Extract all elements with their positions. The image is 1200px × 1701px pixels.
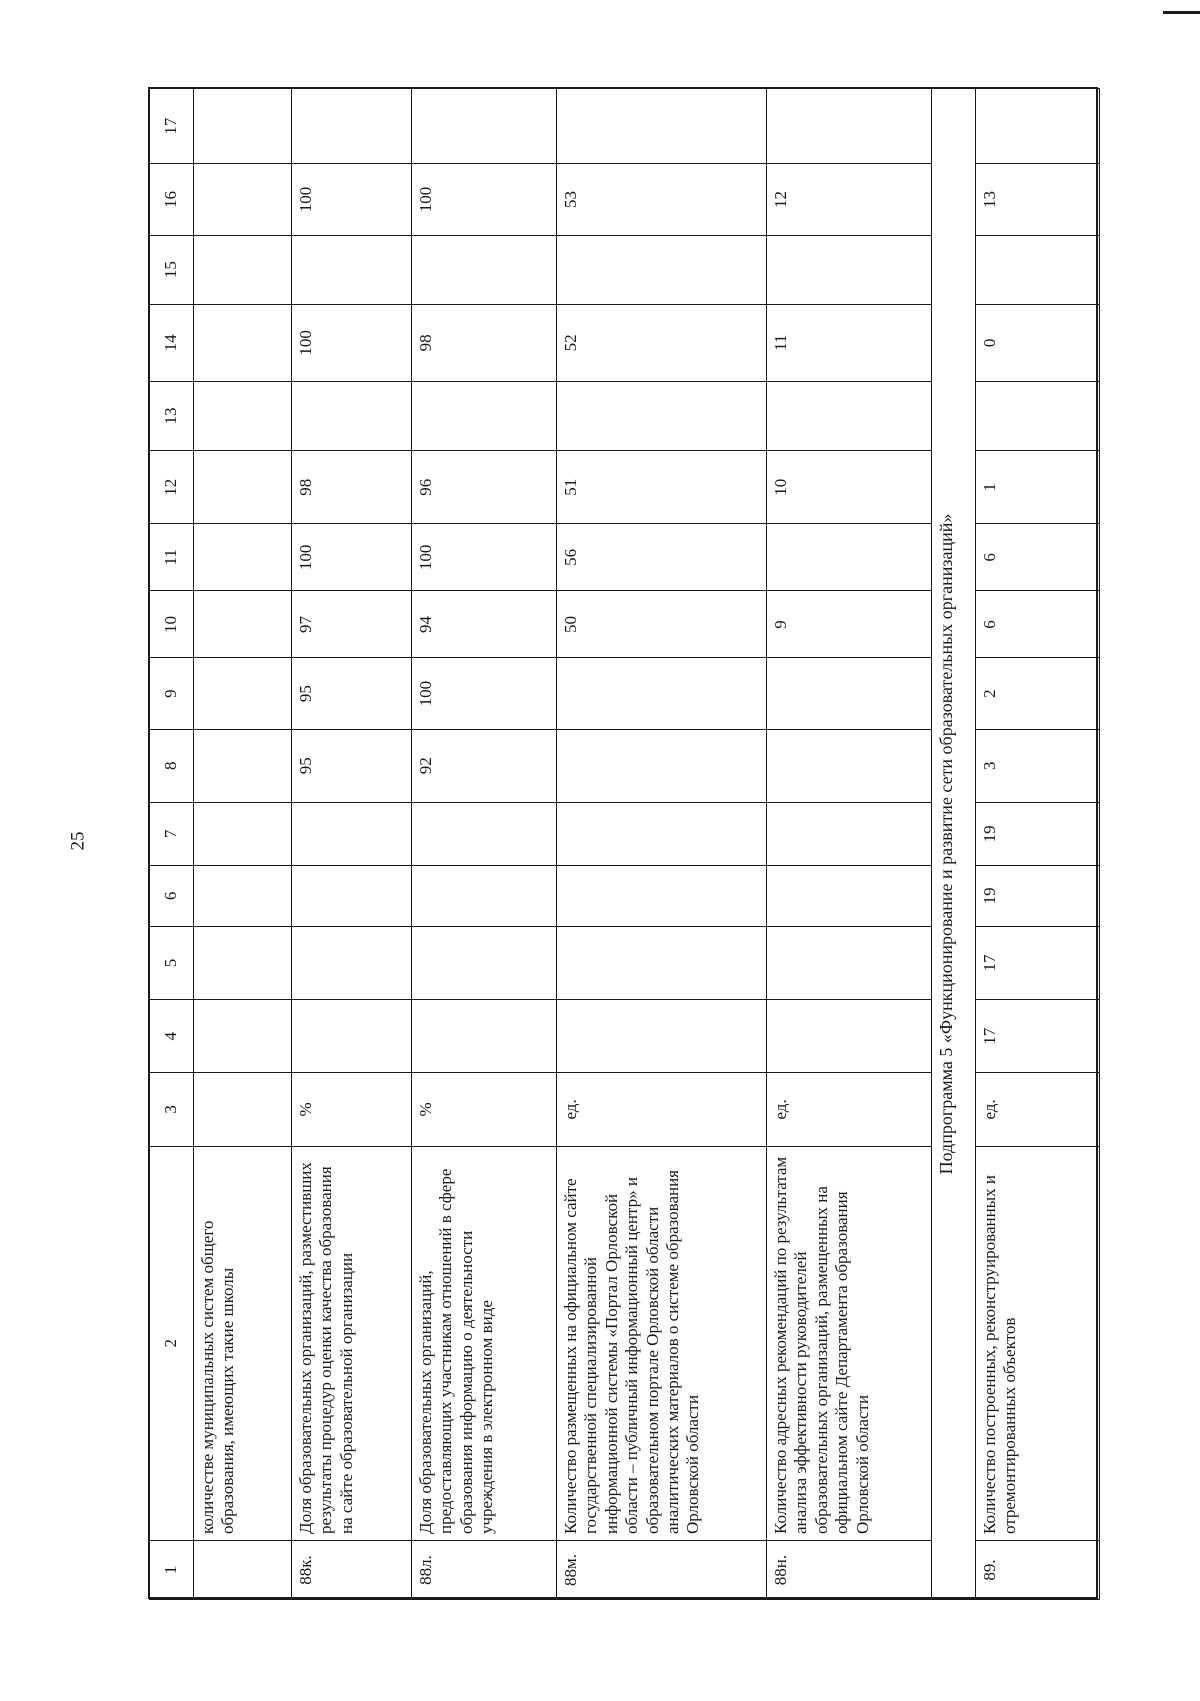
value-cell (767, 658, 932, 729)
value-cell: 1 (976, 451, 1100, 524)
value-cell (194, 729, 292, 802)
value-cell (767, 1000, 932, 1073)
value-cell (557, 658, 767, 729)
value-cell: 56 (557, 524, 767, 591)
unit-cell: ед. (767, 1073, 932, 1146)
value-cell (976, 381, 1100, 450)
value-cell: 96 (412, 451, 557, 524)
value-cell (412, 235, 557, 304)
value-cell: 100 (412, 524, 557, 591)
unit-cell: ед. (557, 1073, 767, 1146)
column-header: 17 (150, 89, 194, 164)
column-header: 6 (150, 865, 194, 926)
value-cell: 3 (976, 729, 1100, 802)
value-cell: 17 (976, 1000, 1100, 1073)
column-header: 12 (150, 451, 194, 524)
header-row (150, 89, 194, 1600)
column-header: 13 (150, 381, 194, 450)
table-row (412, 89, 557, 1600)
row-id: 88н. (767, 1541, 932, 1600)
value-cell (557, 802, 767, 865)
value-cell (194, 926, 292, 999)
column-header: 9 (150, 658, 194, 729)
indicator-name: Доля образовательных организаций, разместивших результаты процедур оценки качества образования на сайте образовательной организации (292, 1146, 412, 1541)
value-cell: 100 (412, 164, 557, 235)
unit-cell (194, 1073, 292, 1146)
column-header: 5 (150, 926, 194, 999)
row-id (194, 1541, 292, 1600)
value-cell (767, 729, 932, 802)
row-id: 89. (976, 1541, 1100, 1600)
value-cell (194, 235, 292, 304)
value-cell (767, 235, 932, 304)
value-cell: 95 (292, 658, 412, 729)
value-cell (292, 1000, 412, 1073)
column-header: 1 (150, 1541, 194, 1600)
value-cell (767, 802, 932, 865)
subprogram-title: Подпрограмма 5 «Функционирование и развитие сети образовательных организаций» (932, 89, 976, 1600)
value-cell (194, 451, 292, 524)
indicator-name: Количество адресных рекомендаций по результатам анализа эффективности руководителей образовательных организаций, размещенных на официальном сайте Департамента образования Орловской области (767, 1146, 932, 1541)
indicator-name: Доля образовательных организаций, предоставляющих участникам отношений в сфере образования информацию о деятельности учреждения в электронном виде (412, 1146, 557, 1541)
indicator-table-rotated (149, 88, 1099, 1600)
value-cell (194, 304, 292, 381)
indicator-name: количестве муниципальных систем общего образования, имеющих такие школы (194, 1146, 292, 1541)
value-cell (194, 524, 292, 591)
page-edge-mark (1163, 11, 1200, 14)
value-cell: 94 (412, 591, 557, 658)
value-cell (194, 802, 292, 865)
column-header: 8 (150, 729, 194, 802)
value-cell: 52 (557, 304, 767, 381)
value-cell (767, 926, 932, 999)
value-cell (412, 1000, 557, 1073)
value-cell (767, 865, 932, 926)
value-cell (194, 865, 292, 926)
value-cell (557, 89, 767, 164)
value-cell: 11 (767, 304, 932, 381)
value-cell: 100 (292, 164, 412, 235)
value-cell: 13 (976, 164, 1100, 235)
value-cell (557, 865, 767, 926)
value-cell: 98 (412, 304, 557, 381)
value-cell: 6 (976, 524, 1100, 591)
value-cell (557, 1000, 767, 1073)
unit-cell: % (292, 1073, 412, 1146)
indicator-name: Количество размещенных на официальном сайте государственной специализированной информационной системы «Портал Орловской области – публичный информационный центр» и образовательном портале Орловской области аналитических материалов о системе образования Орловской области (557, 1146, 767, 1541)
value-cell (412, 865, 557, 926)
column-header: 15 (150, 235, 194, 304)
value-cell (767, 381, 932, 450)
subprogram-row (932, 89, 976, 1600)
column-header: 4 (150, 1000, 194, 1073)
column-header: 3 (150, 1073, 194, 1146)
value-cell (767, 89, 932, 164)
row-id: 88к. (292, 1541, 412, 1600)
row-id: 88м. (557, 1541, 767, 1600)
value-cell (194, 658, 292, 729)
value-cell: 53 (557, 164, 767, 235)
value-cell (194, 89, 292, 164)
page-number: 25 (67, 831, 88, 851)
value-cell (557, 926, 767, 999)
value-cell: 100 (412, 658, 557, 729)
value-cell (412, 802, 557, 865)
value-cell: 17 (976, 926, 1100, 999)
value-cell (412, 89, 557, 164)
value-cell (557, 729, 767, 802)
value-cell: 0 (976, 304, 1100, 381)
unit-cell: ед. (976, 1073, 1100, 1146)
value-cell (976, 89, 1100, 164)
value-cell (194, 1000, 292, 1073)
value-cell: 9 (767, 591, 932, 658)
value-cell (292, 926, 412, 999)
value-cell (557, 381, 767, 450)
indicator-table-frame (148, 87, 1098, 1599)
table-row (767, 89, 932, 1600)
value-cell (412, 381, 557, 450)
value-cell: 100 (292, 304, 412, 381)
value-cell: 51 (557, 451, 767, 524)
value-cell: 92 (412, 729, 557, 802)
column-header: 7 (150, 802, 194, 865)
value-cell: 6 (976, 591, 1100, 658)
value-cell (194, 164, 292, 235)
table-row (557, 89, 767, 1600)
value-cell: 19 (976, 802, 1100, 865)
row-id: 88л. (412, 1541, 557, 1600)
column-header: 14 (150, 304, 194, 381)
value-cell (292, 89, 412, 164)
value-cell: 2 (976, 658, 1100, 729)
value-cell (194, 591, 292, 658)
unit-cell: % (412, 1073, 557, 1146)
value-cell: 97 (292, 591, 412, 658)
value-cell: 100 (292, 524, 412, 591)
value-cell (767, 524, 932, 591)
column-header: 2 (150, 1146, 194, 1541)
value-cell (557, 235, 767, 304)
column-header: 10 (150, 591, 194, 658)
table-row (194, 89, 292, 1600)
value-cell: 10 (767, 451, 932, 524)
value-cell: 19 (976, 865, 1100, 926)
column-header: 16 (150, 164, 194, 235)
value-cell (976, 235, 1100, 304)
column-header: 11 (150, 524, 194, 591)
indicator-table (149, 88, 1100, 1600)
value-cell: 98 (292, 451, 412, 524)
value-cell (292, 802, 412, 865)
value-cell (412, 926, 557, 999)
value-cell (292, 235, 412, 304)
value-cell: 50 (557, 591, 767, 658)
value-cell: 95 (292, 729, 412, 802)
value-cell (292, 381, 412, 450)
table-row (976, 89, 1100, 1600)
table-row (292, 89, 412, 1600)
value-cell: 12 (767, 164, 932, 235)
indicator-name: Количество построенных, реконструированных и отремонтированных объектов (976, 1146, 1100, 1541)
value-cell (194, 381, 292, 450)
value-cell (292, 865, 412, 926)
